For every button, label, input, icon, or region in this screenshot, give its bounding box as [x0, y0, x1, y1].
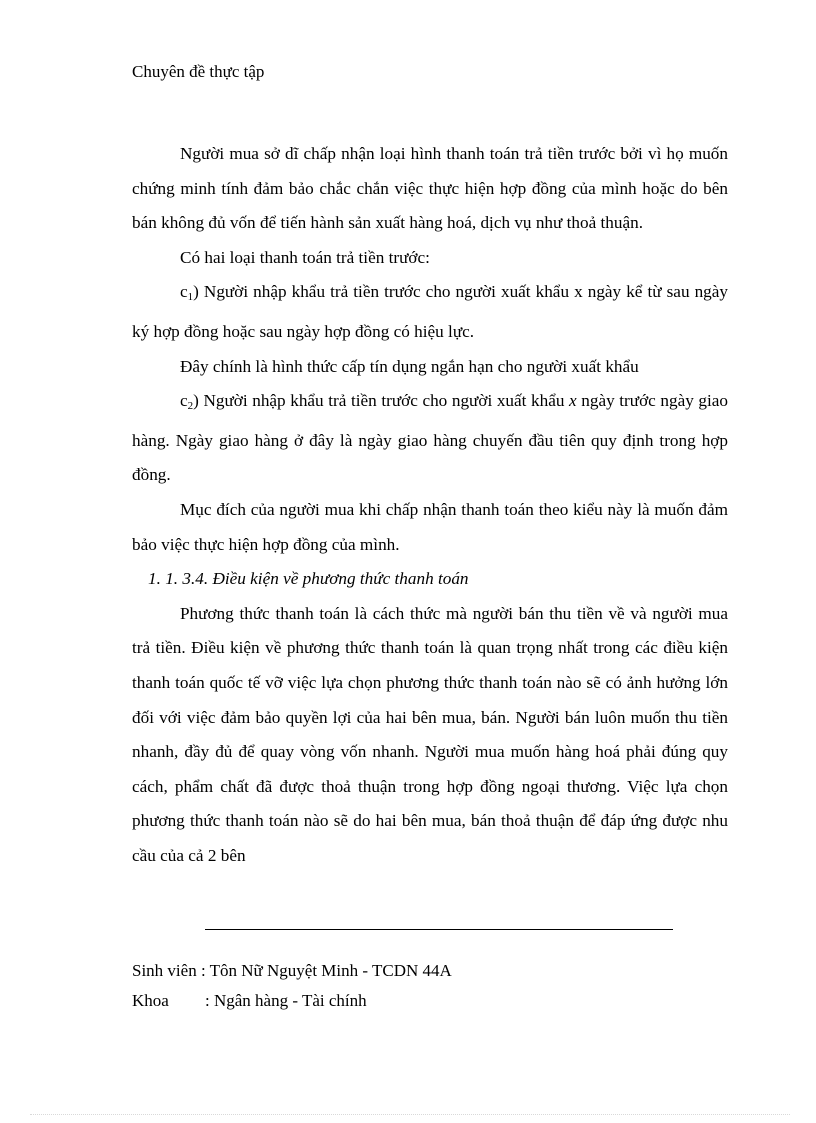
footer-student-value: : Tôn Nữ Nguyệt Minh - TCDN 44A [200, 961, 452, 980]
paragraph-prepayment-types: Có hai loại thanh toán trả tiền trước: [180, 247, 430, 267]
page-bottom-edge [30, 1114, 790, 1115]
c1-text: ) Người nhập khẩu trả tiền trước cho người xuất khẩu x ngày kể từ sau ngày ký hợp đồng hoặc sau ngày hợp đồng có hiệu lực. [132, 282, 728, 341]
c1-letter: c [180, 282, 188, 302]
c2-subscript: 2 [187, 400, 194, 413]
c2-letter: c [180, 391, 188, 411]
section-heading: 1. 1. 3.4. Điều kiện về phương thức thanh toán [148, 569, 469, 589]
paragraph-payment-method: Phương thức thanh toán là cách thức mà người bán thu tiền về và người mua trả tiền. Điều kiện về phương thức thanh toán là quan trọng nhất trong các điều kiện thanh toán quốc tế vỡ việc lựa chọn phương thức thanh toán nào sẽ có ảnh hưởng lớn đối với việc đảm bảo quyền lợi của hai bên mua, bán. Người bán luôn muốn thu tiền nhanh, đầy đủ để quay vòng vốn nhanh. Người mua muốn hàng hoá phải đúng quy cách, phẩm chất đã được thoả thuận trong hợp đồng ngoại thương. Việc lựa chọn phương thức thanh toán nào sẽ do hai bên mua, bán thoả thuận để đáp ứng được nhu cầu của cả 2 bên [132, 603, 728, 865]
c2-variable-x: x [569, 391, 577, 411]
c2-text-b: ngày trước ngày giao hàng. Ngày giao hàng ở đây là ngày giao hàng chuyến đầu tiên quy định trong hợp đồng. [132, 391, 728, 485]
paragraph-c1 [132, 275, 728, 349]
paragraph-buyer-purpose: Mục đích của người mua khi chấp nhận thanh toán theo kiểu này là muốn đảm bảo việc thực hiện hợp đồng của mình. [132, 499, 728, 554]
footer-faculty-label: Khoa [132, 991, 169, 1010]
footer-student-label: Sinh viên [132, 961, 197, 980]
document-body [132, 137, 728, 873]
c1-subscript: 1 [187, 291, 194, 304]
c2-text-a: ) Người nhập khẩu trả tiền trước cho người xuất khẩu [193, 391, 570, 411]
page-footer [132, 956, 452, 1016]
paragraph-c2 [132, 384, 728, 493]
paragraph-prepayment-reason: Người mua sở dĩ chấp nhận loại hình thanh toán trả tiền trước bởi vì họ muốn chứng minh tính đảm bảo chắc chắn việc thực hiện hợp đồng của mình hoặc do bên bán không đủ vốn để tiến hành sản xuất hàng hoá, dịch vụ như thoả thuận. [132, 144, 728, 233]
footer-faculty-row [132, 986, 452, 1016]
footer-student-row [132, 956, 452, 986]
footer-divider [205, 929, 673, 930]
page-header-title: Chuyên đề thực tập [132, 62, 265, 81]
paragraph-credit-form: Đây chính là hình thức cấp tín dụng ngắn hạn cho người xuất khẩu [180, 356, 639, 376]
footer-faculty-value: : Ngân hàng - Tài chính [205, 991, 367, 1010]
